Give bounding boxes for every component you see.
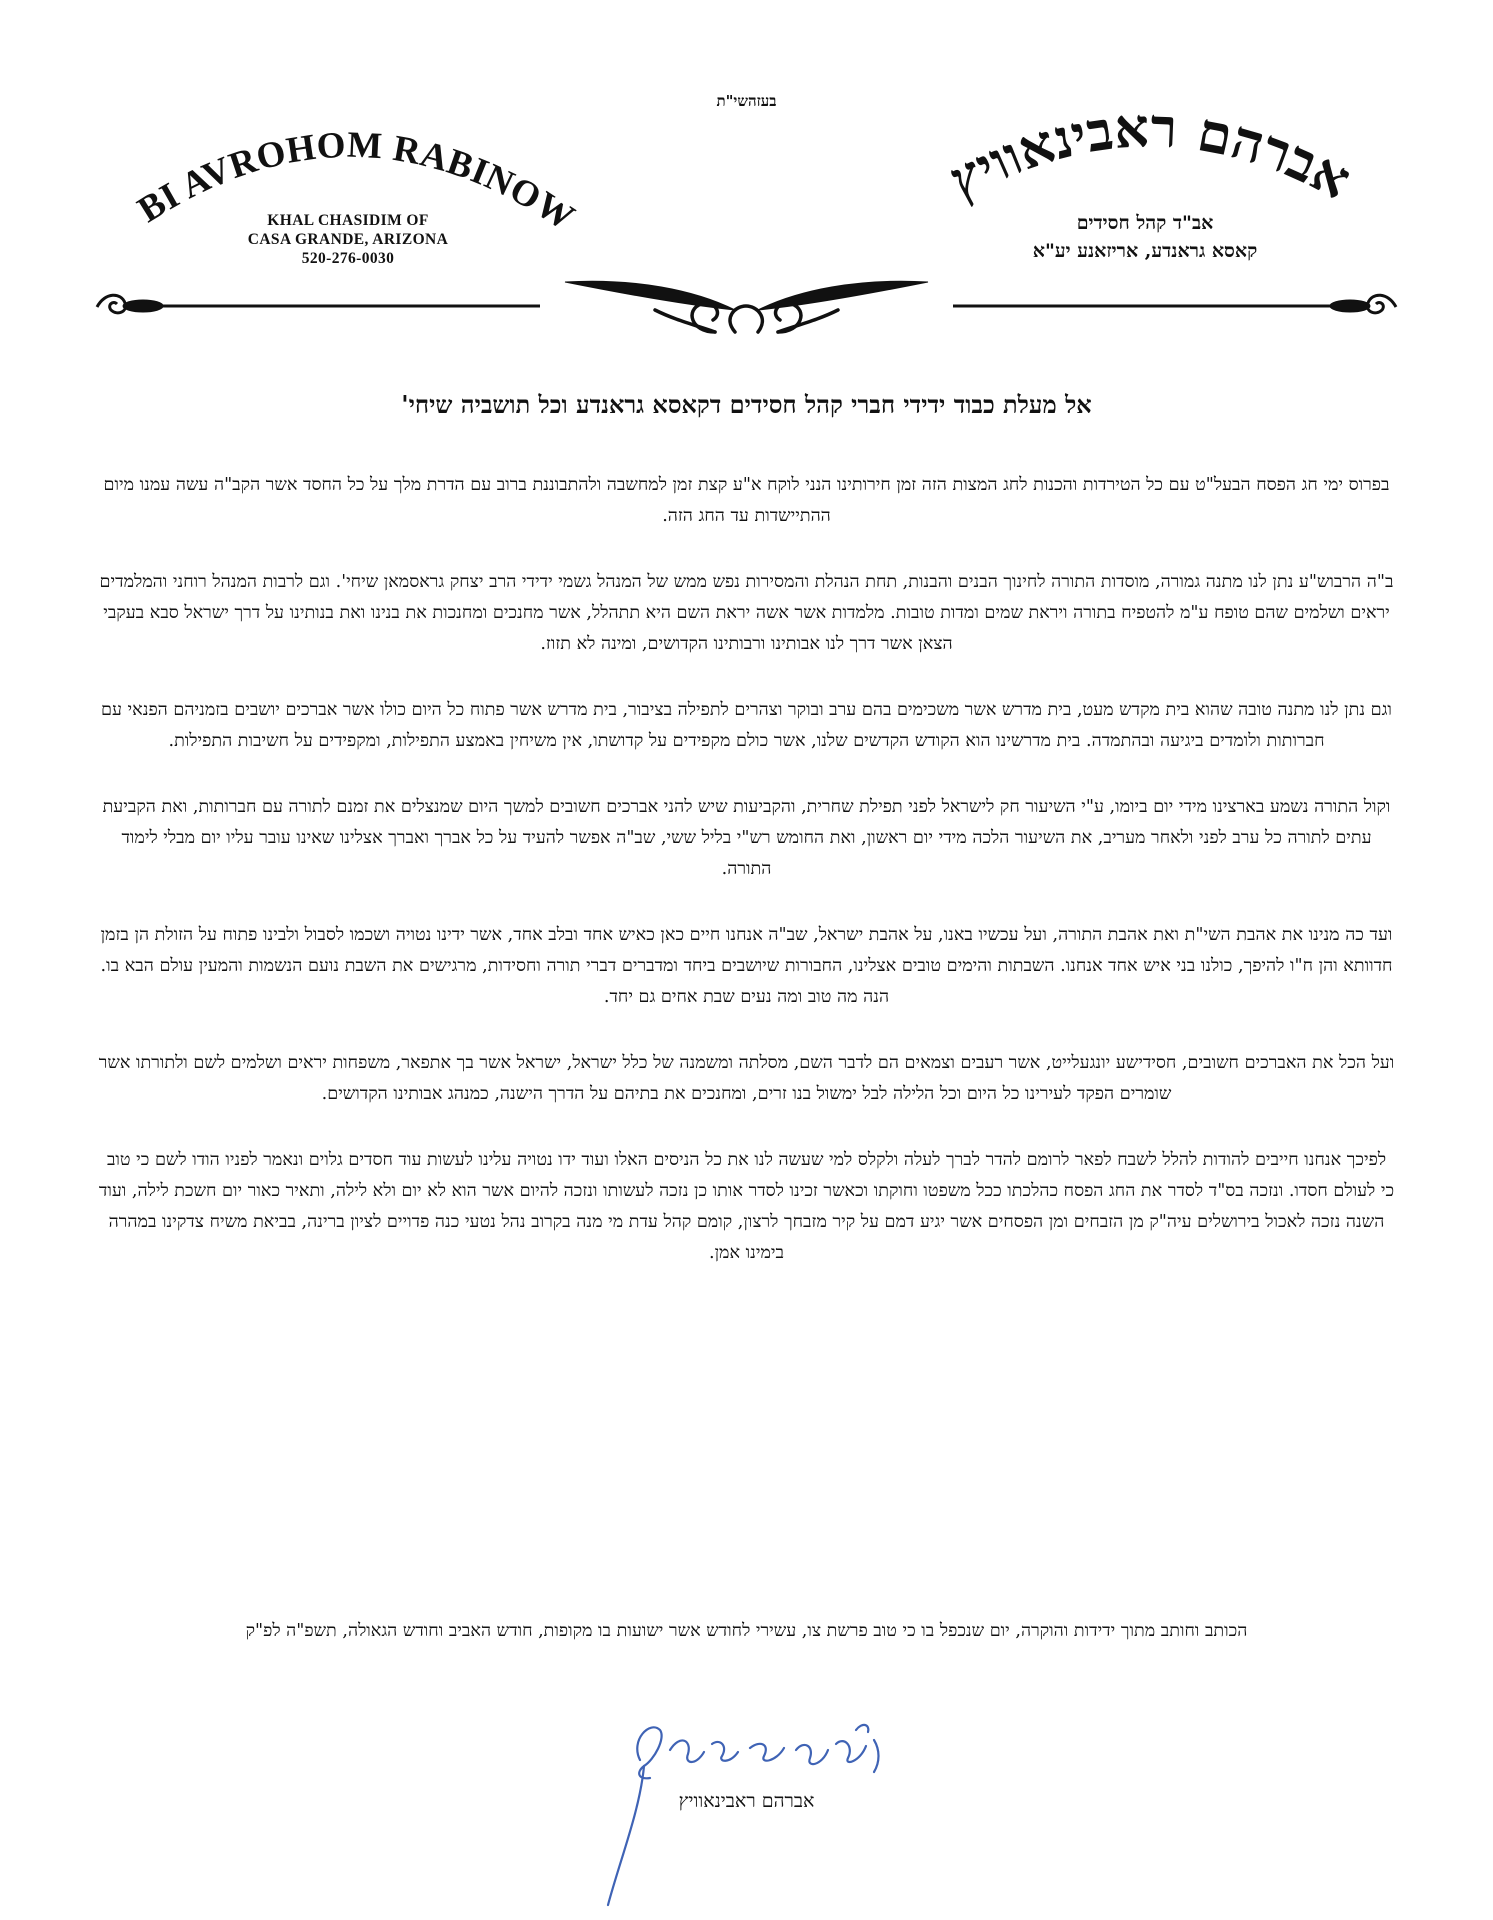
hebrew-name-arc	[935, 95, 1365, 220]
hebrew-address-line: קאסא גראנדע, אריזאנע יע"א	[1032, 240, 1258, 262]
signature-name: אברהם ראבינאוויץ	[678, 1790, 815, 1812]
hebrew-address-line: אב"ד קהל חסידים	[1076, 212, 1214, 234]
svg-text:אברהם ראבינאוויץ	[938, 95, 1361, 212]
english-address-line: CASA GRANDE, ARIZONA	[247, 231, 449, 248]
paragraph: ועל הכל את האברכים חשובים, חסידישע יונגעלייט, אשר רעבים וצמאים הם לדבר השם, מסלתה ומשמנה של כלל ישראל, ישראל אשר בך אתפאר, משפחות יראים ושלמים לשם ולתורתו אשר שומרים הפקד לעירינו כל היום וכל הלילה לבל ימשול בנו זרים, ומחנכים את בתיהם על הדרך הישנה, כמנהג אבותינו הקדושים.	[98, 1053, 1395, 1104]
english-address	[238, 211, 458, 268]
bsd-header: בעזהשי"ת	[716, 92, 777, 110]
paragraph: וקול התורה נשמע בארצינו מידי יום ביומו, ע"י השיעור חק לישראל לפני תפילת שחרית, והקביעות שיש להני אברכים חשובים למשך היום שמנצלים את זמנם לתורה עם חברותות, ואת הקביעת עתים לתורה כל ערב לפני ולאחר מעריב, את השיעור הלכה מידי יום ראשון, ואת החומש רש"י בליל ששי, שב"ה אפשר להעיד על כל אברך ואברך אצלינו שאינו עובר עליו יום מבלי לימוד התורה.	[102, 797, 1391, 879]
hebrew-name-text: אברהם ראבינאוויץ	[938, 95, 1362, 212]
paragraph: ועד כה מנינו את אהבת השי"ת ואת אהבת התורה, ועל עכשיו באנו, על אהבת ישראל, שב"ה אנחנו חיים כאן כאיש אחד ובלב אחד, אשר ידינו נטויה ושכמו לסבול ולבינו פתוח על הזולת הן בזמן חדוותא והן ח"ו להיפך, כולנו בני איש אחד אנחנו. השבתות והימים טובים אצלינו, החבורות שיושבים ביחד ומדברים דברי תורה וחסידות, מרגישים את השבת נועם הנשמות והמעין עולם הבא בו. הנה מה טוב ומה נעים שבת אחים גם יחד.	[100, 925, 1393, 1007]
paragraph: וגם נתן לנו מתנה טובה שהוא בית מקדש מעט, בית מדרש אשר משכימים בהם ערב ובוקר וצהרים לתפילה בציבור, בית מדרש אשר פתוח כל היום כולו אשר אברכים יושבים בזמניהם הפנאי עם חברותות ולומדים ביגיעה ובהתמדה. בית מדרשינו הוא הקודש הקדשים שלנו, אשר כולם מקפידים על קדושתו, אין משיחין באמצע התפילות, ומקפידים על חשיבות התפילות.	[101, 700, 1392, 751]
right-scroll-flourish	[953, 295, 1396, 313]
center-flourish-ornament	[565, 281, 928, 332]
english-address-line: KHAL CHASIDIM OF	[267, 212, 429, 229]
ornament-divider	[95, 270, 1398, 340]
paragraph: בפרוס ימי חג הפסח הבעל"ט עם כל הטירדות והכנות לחג המצות הזה זמן חירותינו הנני לוקח א"ע קצת זמן למחשבה ולהתבוננת ברוב עם הדרת מלך על כל החסד אשר הקב"ה עשה עמנו מיום ההתיישדות עד החג הזה.	[103, 475, 1390, 526]
paragraph: לפיכך אנחנו חייבים להודות להלל לשבח לפאר לרומם להדר לברך לעלה ולקלס למי שעשה לנו את כל הניסים האלו ועוד ידו נטויה עלינו לעשות עוד חסדים גלוים ונאמר לפניו הודו לשם כי טוב כי לעולם חסדו. ונזכה בס"ד לסדר את החג הפסח כהלכתו ככל משפטו וחוקתו וכאשר זכינו לסדר אותו כן נזכה לעשותו ונזכה להיום אשר הוא לא יום ולא לילה, ותאיר כאור יום חשכת לילה, ועוד השנה נזכה לאכול בירושלים עיה"ק מן הזבחים ומן הפסחים אשר יגיע דמם על קיר מזבחך לרצון, קומם קהל עדת מי מנה בקרוב נהל נטעי כנה פדויים לציון ברינה, בביאת משיח צדקינו במהרה בימינו אמן.	[98, 1150, 1395, 1263]
paragraph: ב"ה הרבוש"ע נתן לנו מתנה גמורה, מוסדות התורה לחינוך הבנים והבנות, תחת הנהלת והמסירות נפש ממש של המנהל גשמי ידידי הרב יצחק גראסמאן שיחי'. וגם לרבות המנהל רוחני והמלמדים יראים ושלמים שהם טופח ע"מ להטפיח בתורה ויראת שמים ומדות טובות. מלמדות אשר אשה יראת השם היא תתהלל, אשר מחנכים ומחנכות את בנינו ואת בנותינו על דרך ישראל סבא בעקבי הצאן אשר דרך לנו אבותינו ורבותינו הקדושים, ומינה לא תזוז.	[99, 572, 1394, 654]
hebrew-address	[985, 209, 1305, 265]
left-scroll-flourish	[97, 295, 540, 313]
phone-number: 520-276-0030	[301, 250, 395, 267]
letter-body	[98, 470, 1395, 1304]
salutation: אל מעלת כבוד ידידי חברי קהל חסידים דקאסא גראנדע וכל תושביה שיחי'	[401, 390, 1092, 419]
english-name-text: RABBI AVROHOM RABINOWITZ	[116, 88, 582, 239]
closing-line: הכותב וחותב מתוך ידידות והוקרה, יום שנכפל בו כי טוב פרשת צו, עשירי לחודש אשר ישועות בו מקופות, חודש האביב וחודש הגאולה, תשפ"ה לפ"ק	[245, 1621, 1248, 1641]
